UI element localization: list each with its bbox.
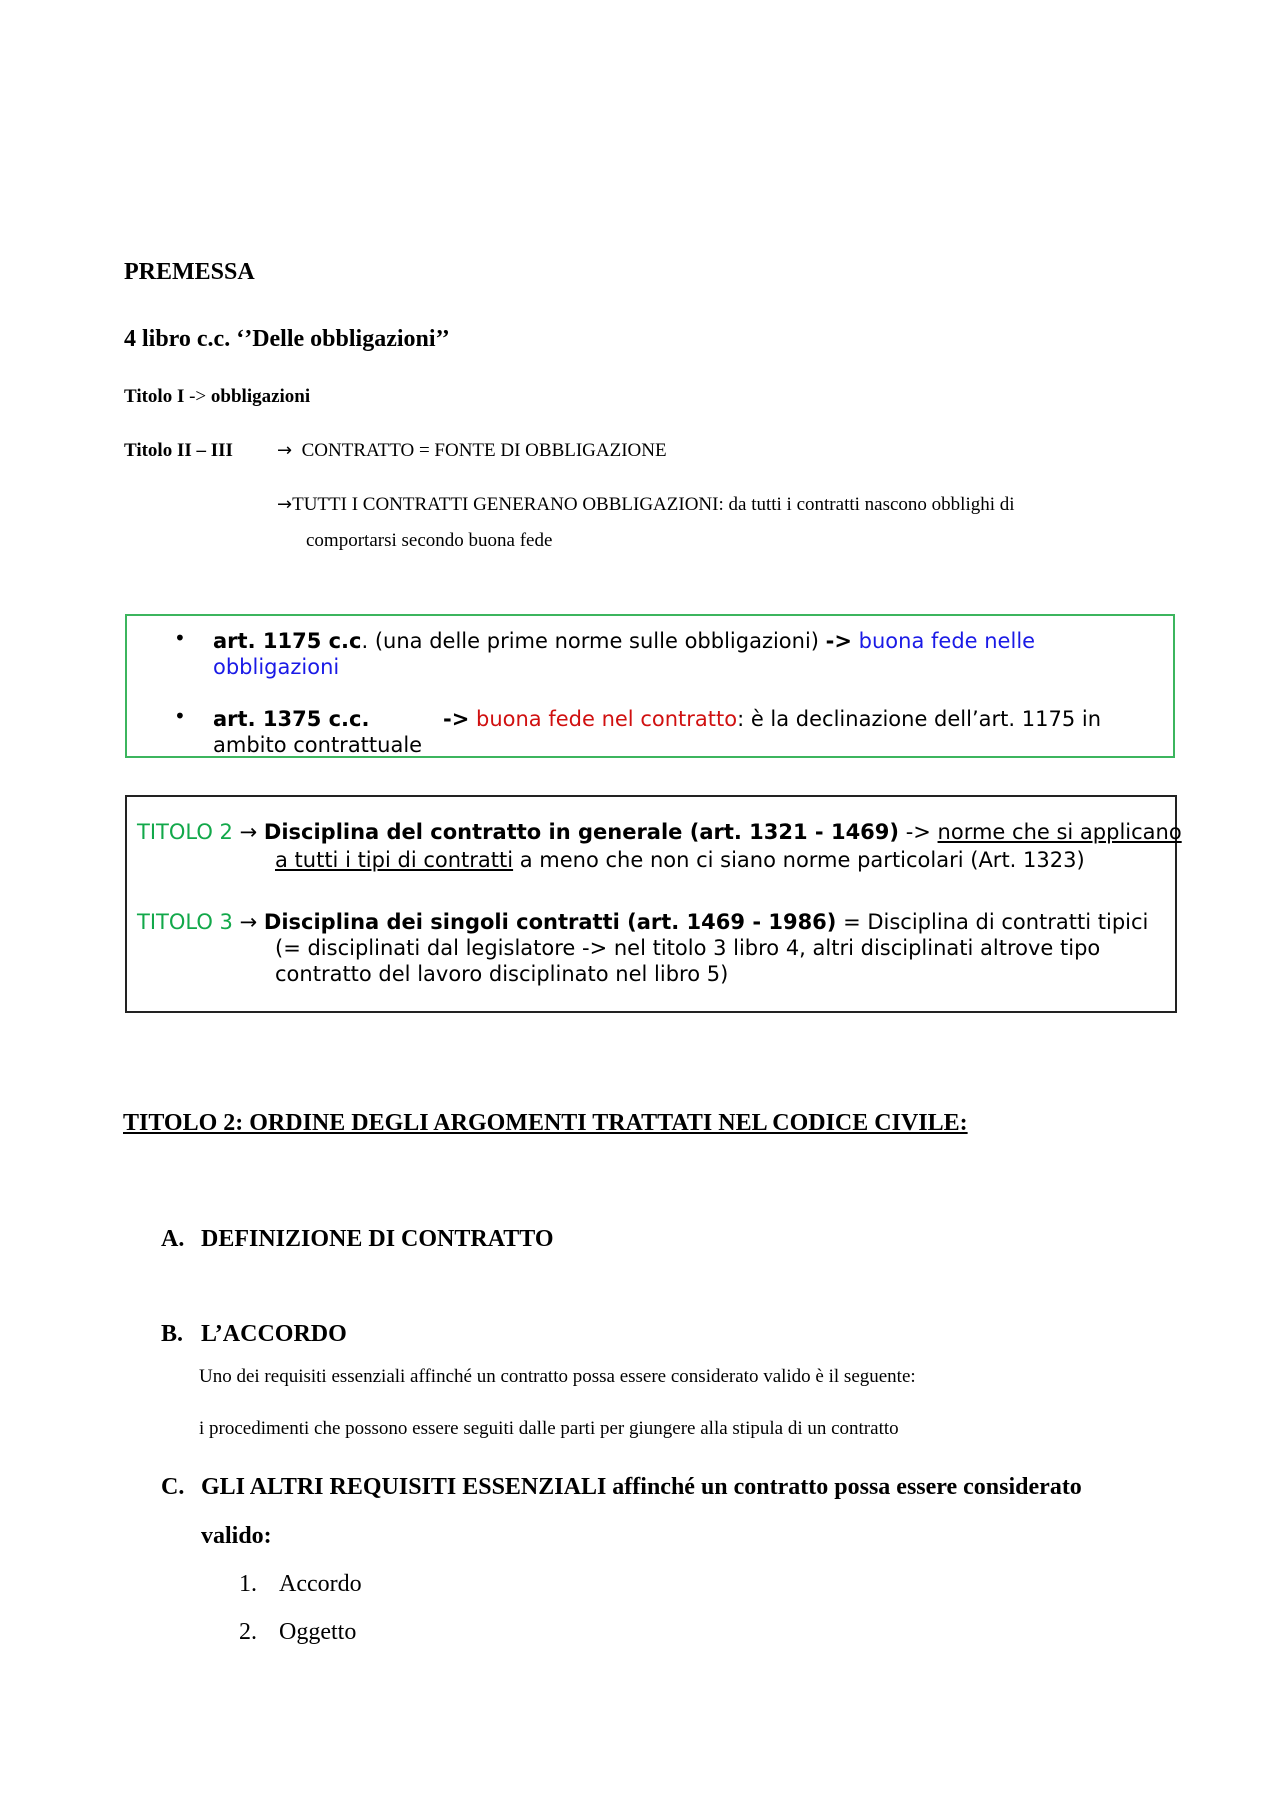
- titolo-i-label: Titolo I: [124, 386, 185, 407]
- arrow-right-icon: →: [239, 910, 258, 934]
- section-heading-premessa: PREMESSA: [124, 259, 255, 285]
- section-c-title-caps: GLI ALTRI REQUISITI ESSENZIALI: [201, 1474, 607, 1500]
- list-item-number: 2.: [239, 1619, 257, 1645]
- titolo-3-label: TITOLO 3: [137, 910, 233, 934]
- titolo-2-underline2: a tutti i tipi di contratti: [275, 848, 514, 872]
- titolo-i-line: [124, 386, 310, 408]
- heading-libro: 4 libro c.c. ‘’Delle obbligazioni’’: [124, 326, 450, 352]
- art-1375-line1: [213, 706, 369, 732]
- titolo-3-rest1: = Disciplina di contratti tipici: [836, 910, 1149, 934]
- titolo-i-text: obbligazioni: [210, 386, 311, 407]
- section-b-title: L’ACCORDO: [201, 1321, 347, 1347]
- green-box: [125, 614, 1175, 758]
- arrow-right-icon: →: [239, 820, 258, 844]
- buona-fede-obbligazioni-1: buona fede nelle: [858, 629, 1036, 653]
- list-item: Oggetto: [279, 1619, 357, 1645]
- arrow-right-icon: →: [277, 494, 293, 515]
- titolo-3-bold: Disciplina dei singoli contratti (art. 1469 - 1986): [263, 910, 837, 934]
- section-c-title-line1: [201, 1474, 1082, 1501]
- buona-fede-contratto: buona fede nel contratto: [476, 707, 738, 731]
- ordine-heading: TITOLO 2: ORDINE DEGLI ARGOMENTI TRATTATI NEL CODICE CIVILE:: [123, 1110, 968, 1136]
- titolo-3-line1: [137, 909, 1148, 935]
- titolo-2-label: TITOLO 2: [137, 820, 233, 844]
- arrow-text: ->: [189, 386, 207, 407]
- section-b-line2: i procedimenti che possono essere seguiti dalle parti per giungere alla stipula di un contratto: [199, 1418, 899, 1439]
- titolo-2-line1: [137, 819, 1182, 845]
- titolo-2-line2: [275, 847, 1085, 873]
- section-c-marker: C.: [161, 1474, 185, 1500]
- arrow-text: ->: [443, 707, 470, 731]
- contratto-text: CONTRATTO = FONTE DI OBBLIGAZIONE: [301, 440, 667, 461]
- bullet-icon: •: [174, 626, 186, 650]
- section-c-title-rest: affinché un contratto possa essere considerato: [606, 1474, 1082, 1500]
- art-1375-line2: ambito contrattuale: [213, 733, 423, 757]
- art-1175-paren: (una delle prime norme sulle obbligazioni): [368, 629, 826, 653]
- titolo-2-underline1: norme che si applicano: [937, 820, 1182, 844]
- section-b-line1: Uno dei requisiti essenziali affinché un contratto possa essere considerato valido è il seguente:: [199, 1366, 916, 1387]
- titolo-3-line3: contratto del lavoro disciplinato nel libro 5): [275, 962, 729, 986]
- titolo-2-rest2: a meno che non ci siano norme particolari (Art. 1323): [513, 848, 1085, 872]
- section-a-title: DEFINIZIONE DI CONTRATTO: [201, 1226, 554, 1252]
- tutti-caps: TUTTI I CONTRATTI GENERANO OBBLIGAZIONI: [292, 494, 719, 515]
- art-1375-line1-rest: [443, 706, 1101, 732]
- titolo-2-dash: ->: [899, 820, 938, 844]
- black-box: [125, 795, 1182, 1013]
- titolo-ii-iii-label: Titolo II – III: [124, 440, 233, 461]
- arrow-text: ->: [825, 629, 852, 653]
- art-1175-label: art. 1175 c.c: [213, 629, 362, 653]
- section-b-marker: B.: [161, 1321, 184, 1347]
- contratto-line: [277, 440, 667, 462]
- list-item-number: 1.: [239, 1571, 257, 1597]
- tutti-contratti-line2: comportarsi secondo buona fede: [306, 530, 553, 551]
- titolo-3-line2: (= disciplinati dal legislatore -> nel titolo 3 libro 4, altri disciplinati altrove tipo: [275, 936, 1101, 960]
- section-c-title-line2: valido:: [201, 1523, 272, 1549]
- arrow-right-icon: →: [277, 440, 293, 461]
- buona-fede-obbligazioni-2: obbligazioni: [213, 655, 340, 679]
- list-item: Accordo: [279, 1571, 362, 1597]
- art-1375-label: art. 1375 c.c.: [213, 707, 370, 731]
- bullet-icon: •: [174, 704, 186, 728]
- art-1175-line1: [213, 628, 1035, 654]
- art-1175-dot: .: [361, 629, 369, 653]
- art-1375-rest1: : è la declinazione dell’art. 1175 in: [737, 707, 1101, 731]
- titolo-2-bold: Disciplina del contratto in generale (art. 1321 - 1469): [263, 820, 900, 844]
- tutti-rest: : da tutti i contratti nascono obblighi di: [718, 494, 1015, 515]
- tutti-contratti-line: [277, 494, 1015, 516]
- section-a-marker: A.: [161, 1226, 185, 1252]
